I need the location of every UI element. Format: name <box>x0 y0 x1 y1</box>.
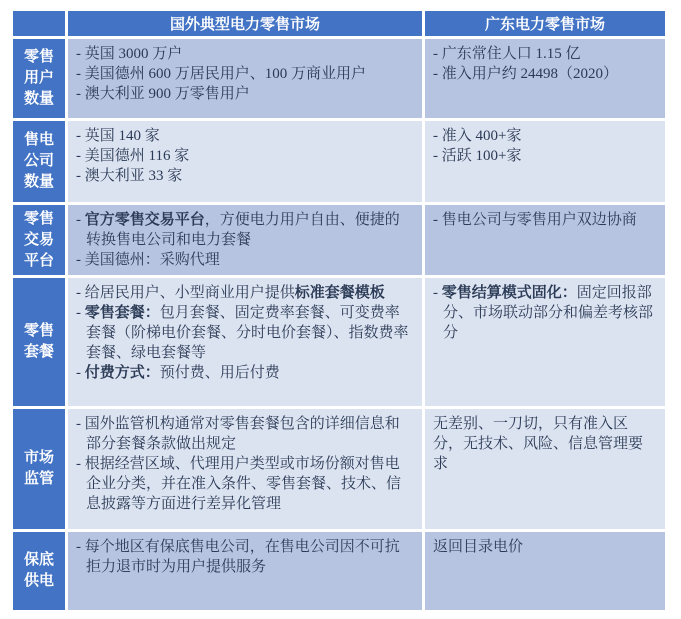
bullet: - 英国 140 家 <box>76 128 160 144</box>
bullet: - 活跃 100+家 <box>433 148 522 164</box>
column-header-guangdong: 广东电力零售市场 <box>425 11 665 36</box>
table-row <box>13 39 665 118</box>
bullet: - 国外监管机构通常对零售套餐包含的详细信息和部分套餐条款做出规定 <box>76 416 400 452</box>
bullet: - 英国 3000 万户 <box>76 46 183 62</box>
row-label-retail-packages <box>13 278 65 406</box>
cell-foreign-retail-packages <box>68 278 422 406</box>
comparison-table <box>10 8 668 613</box>
bullet: - 澳大利亚 33 家 <box>76 168 183 184</box>
cell-guangdong-trading-platform <box>425 205 665 275</box>
row-label-line: 用户 <box>23 70 54 86</box>
bullet: - 广东常住人口 1.15 亿 <box>433 46 581 62</box>
bullet: - 付费方式：预付费、用后付费 <box>76 365 280 381</box>
bullet: - 零售结算模式固化：固定回报部分、市场联动部分和偏差考核部分 <box>433 285 654 341</box>
cell-guangdong-retail-packages <box>425 278 665 406</box>
cell-guangdong-guaranteed-supply <box>425 532 665 610</box>
bullet: - 美国德州 116 家 <box>76 148 190 164</box>
row-label-trading-platform <box>13 205 65 275</box>
row-label-line: 保底 <box>23 552 54 568</box>
bullet: - 美国德州：采购代理 <box>76 252 220 268</box>
cell-foreign-guaranteed-supply <box>68 532 422 610</box>
row-label-guaranteed-supply <box>13 532 65 610</box>
row-label-line: 平台 <box>23 252 54 269</box>
row-label-market-regulation <box>13 409 65 529</box>
bullet: - 澳大利亚 900 万零售用户 <box>76 86 250 102</box>
row-label-line: 套餐 <box>23 344 54 360</box>
bullet: 返回目录电价 <box>433 539 524 555</box>
table-row <box>13 278 665 406</box>
bullet: - 零售套餐：包月套餐、固定费率套餐、可变费率套餐（阶梯电价套餐、分时电价套餐）、指数费率套餐、绿电套餐等 <box>76 305 409 361</box>
cell-foreign-trading-platform <box>68 205 422 275</box>
bullet: - 准入用户约 24498（2020） <box>433 66 618 82</box>
row-label-line: 监管 <box>23 471 54 487</box>
table-row <box>13 532 665 610</box>
row-label-line: 零售 <box>23 49 54 65</box>
cell-foreign-retailer-count <box>68 121 422 202</box>
row-label-line: 市场 <box>23 450 54 466</box>
bullet: - 售电公司与零售用户双边协商 <box>433 212 637 228</box>
row-label-line: 数量 <box>23 91 54 107</box>
bullet: 无差别、一刀切，只有准入区分，无技术、风险、信息管理要求 <box>433 416 644 472</box>
cell-guangdong-retail-users <box>425 39 665 118</box>
row-label-line: 售电 <box>23 132 54 148</box>
row-label-retailer-count <box>13 121 65 202</box>
table-row <box>13 205 665 275</box>
row-label-line: 公司 <box>23 153 54 169</box>
cell-foreign-market-regulation <box>68 409 422 529</box>
cell-foreign-retail-users <box>68 39 422 118</box>
bullet: - 每个地区有保底售电公司，在售电公司因不可抗拒力退市时为用户提供服务 <box>76 539 400 575</box>
bullet: - 给居民用户、小型商业用户提供标准套餐模板 <box>76 285 385 301</box>
cell-guangdong-market-regulation <box>425 409 665 529</box>
table-row <box>13 121 665 202</box>
bullet: - 准入 400+家 <box>433 128 522 144</box>
row-label-line: 零售 <box>23 323 54 339</box>
row-label-line: 零售 <box>23 210 54 227</box>
row-label-retail-users <box>13 39 65 118</box>
column-header-foreign: 国外典型电力零售市场 <box>68 11 422 36</box>
bullet: - 美国德州 600 万居民用户、100 万商业用户 <box>76 66 366 82</box>
row-label-line: 供电 <box>23 573 54 589</box>
table-row <box>13 409 665 529</box>
row-label-line: 交易 <box>23 231 54 248</box>
bullet: - 根据经营区域、代理用户类型或市场份额对售电企业分类，并在准入条件、零售套餐、技术、信息披露等方面进行差异化管理 <box>76 456 402 512</box>
row-label-line: 数量 <box>23 174 54 190</box>
corner-cell <box>13 11 65 36</box>
bullet: - 官方零售交易平台，方便电力用户自由、便捷的转换售电公司和电力套餐 <box>76 212 400 248</box>
cell-guangdong-retailer-count <box>425 121 665 202</box>
